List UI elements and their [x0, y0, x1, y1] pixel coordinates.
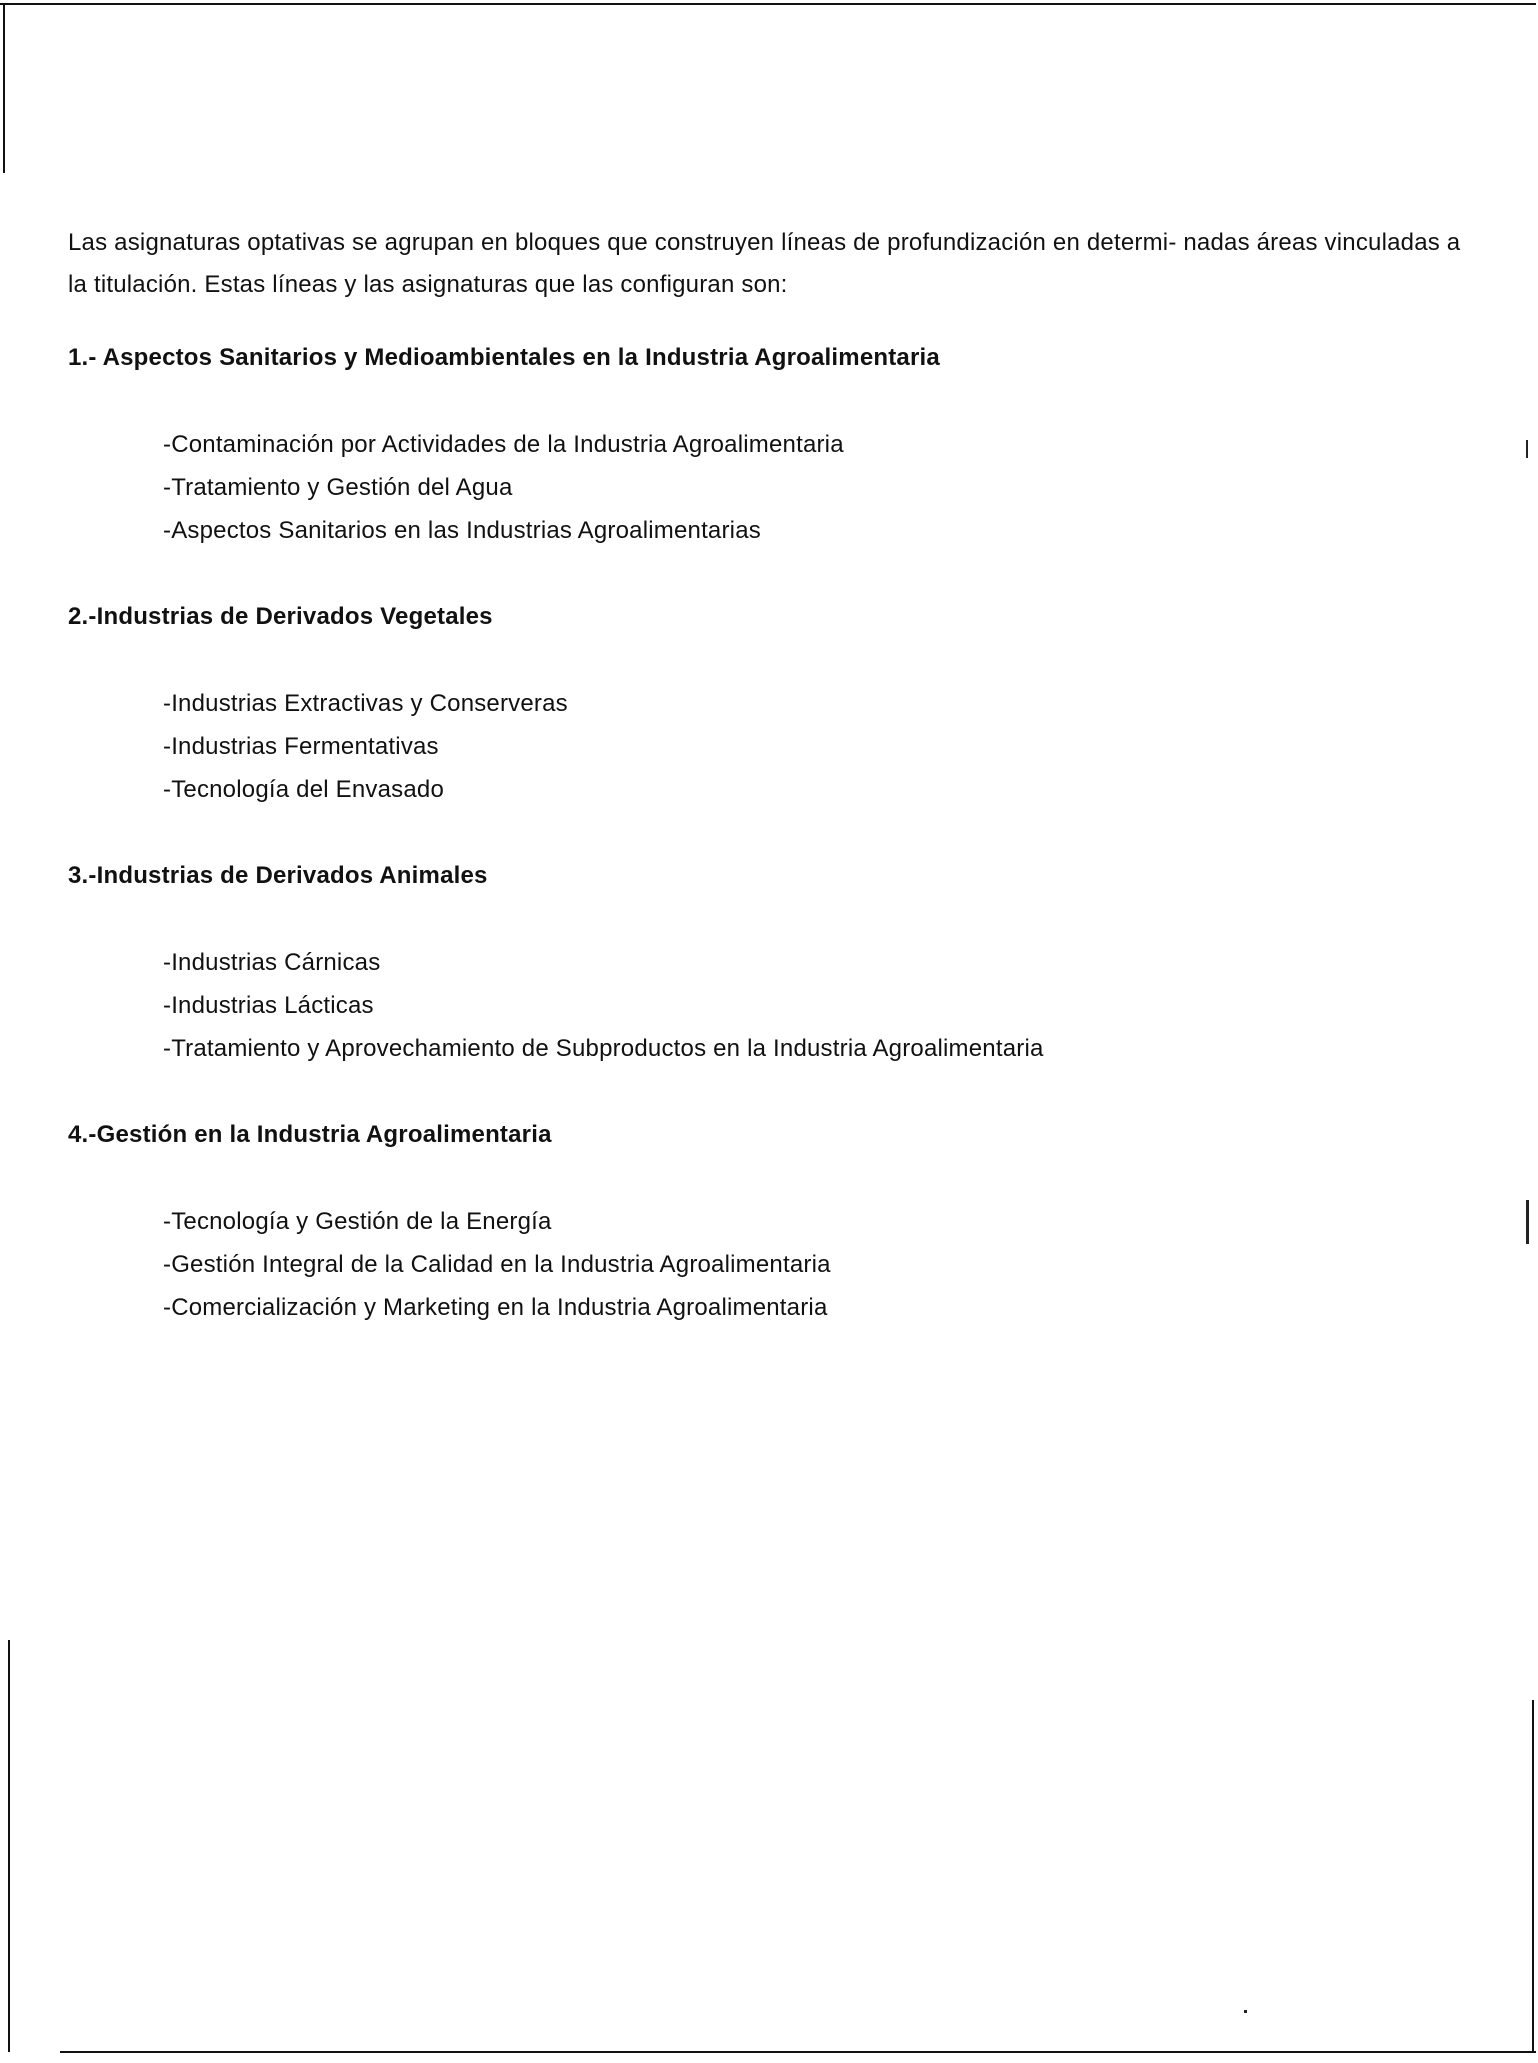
- subject-list-3: [68, 941, 1468, 1070]
- page-border-left-lower: [8, 1640, 10, 2052]
- subject-list-1: [68, 423, 1468, 552]
- subject-item: -Tecnología del Envasado: [163, 776, 444, 803]
- subject-item: -Industrias Cárnicas: [163, 949, 381, 976]
- subject-item: -Aspectos Sanitarios en las Industrias Agroalimentarias: [163, 517, 761, 544]
- subject-item: -Industrias Extractivas y Conserveras: [163, 690, 568, 717]
- intro-paragraph: Las asignaturas optativas se agrupan en bloques que construyen líneas de profundización en determi- nadas áreas vinculadas a la titulación. Estas líneas y las asignaturas que las configuran son:: [68, 229, 1461, 298]
- subject-item: -Industrias Fermentativas: [163, 733, 439, 760]
- page-border-bottom: [60, 2051, 1536, 2053]
- subject-item: -Comercialización y Marketing en la Industria Agroalimentaria: [163, 1294, 828, 1321]
- block-heading-2: 2.-Industrias de Derivados Vegetales: [68, 603, 493, 630]
- subject-item: -Tecnología y Gestión de la Energía: [163, 1208, 552, 1235]
- subject-item: -Tratamiento y Aprovechamiento de Subproductos en la Industria Agroalimentaria: [163, 1035, 1044, 1062]
- scan-speck: [1526, 440, 1528, 458]
- page-border-top: [0, 3, 1536, 5]
- block-heading-4: 4.-Gestión en la Industria Agroalimentaria: [68, 1121, 552, 1148]
- subject-item: -Gestión Integral de la Calidad en la Industria Agroalimentaria: [163, 1251, 831, 1278]
- block-heading-1: 1.- Aspectos Sanitarios y Medioambientales en la Industria Agroalimentaria: [68, 344, 940, 371]
- subject-list-4: [68, 1200, 1468, 1329]
- subject-item: -Industrias Lácticas: [163, 992, 374, 1019]
- scan-speck: [1526, 1200, 1529, 1244]
- page-border-left-upper: [3, 3, 5, 173]
- subject-item: -Contaminación por Actividades de la Industria Agroalimentaria: [163, 431, 844, 458]
- scan-speck: [1244, 2010, 1247, 2013]
- document-body: [68, 222, 1468, 1329]
- subject-item: -Tratamiento y Gestión del Agua: [163, 474, 513, 501]
- block-heading-3: 3.-Industrias de Derivados Animales: [68, 862, 488, 889]
- page-border-right-lower: [1532, 1700, 1534, 2052]
- subject-list-2: [68, 682, 1468, 811]
